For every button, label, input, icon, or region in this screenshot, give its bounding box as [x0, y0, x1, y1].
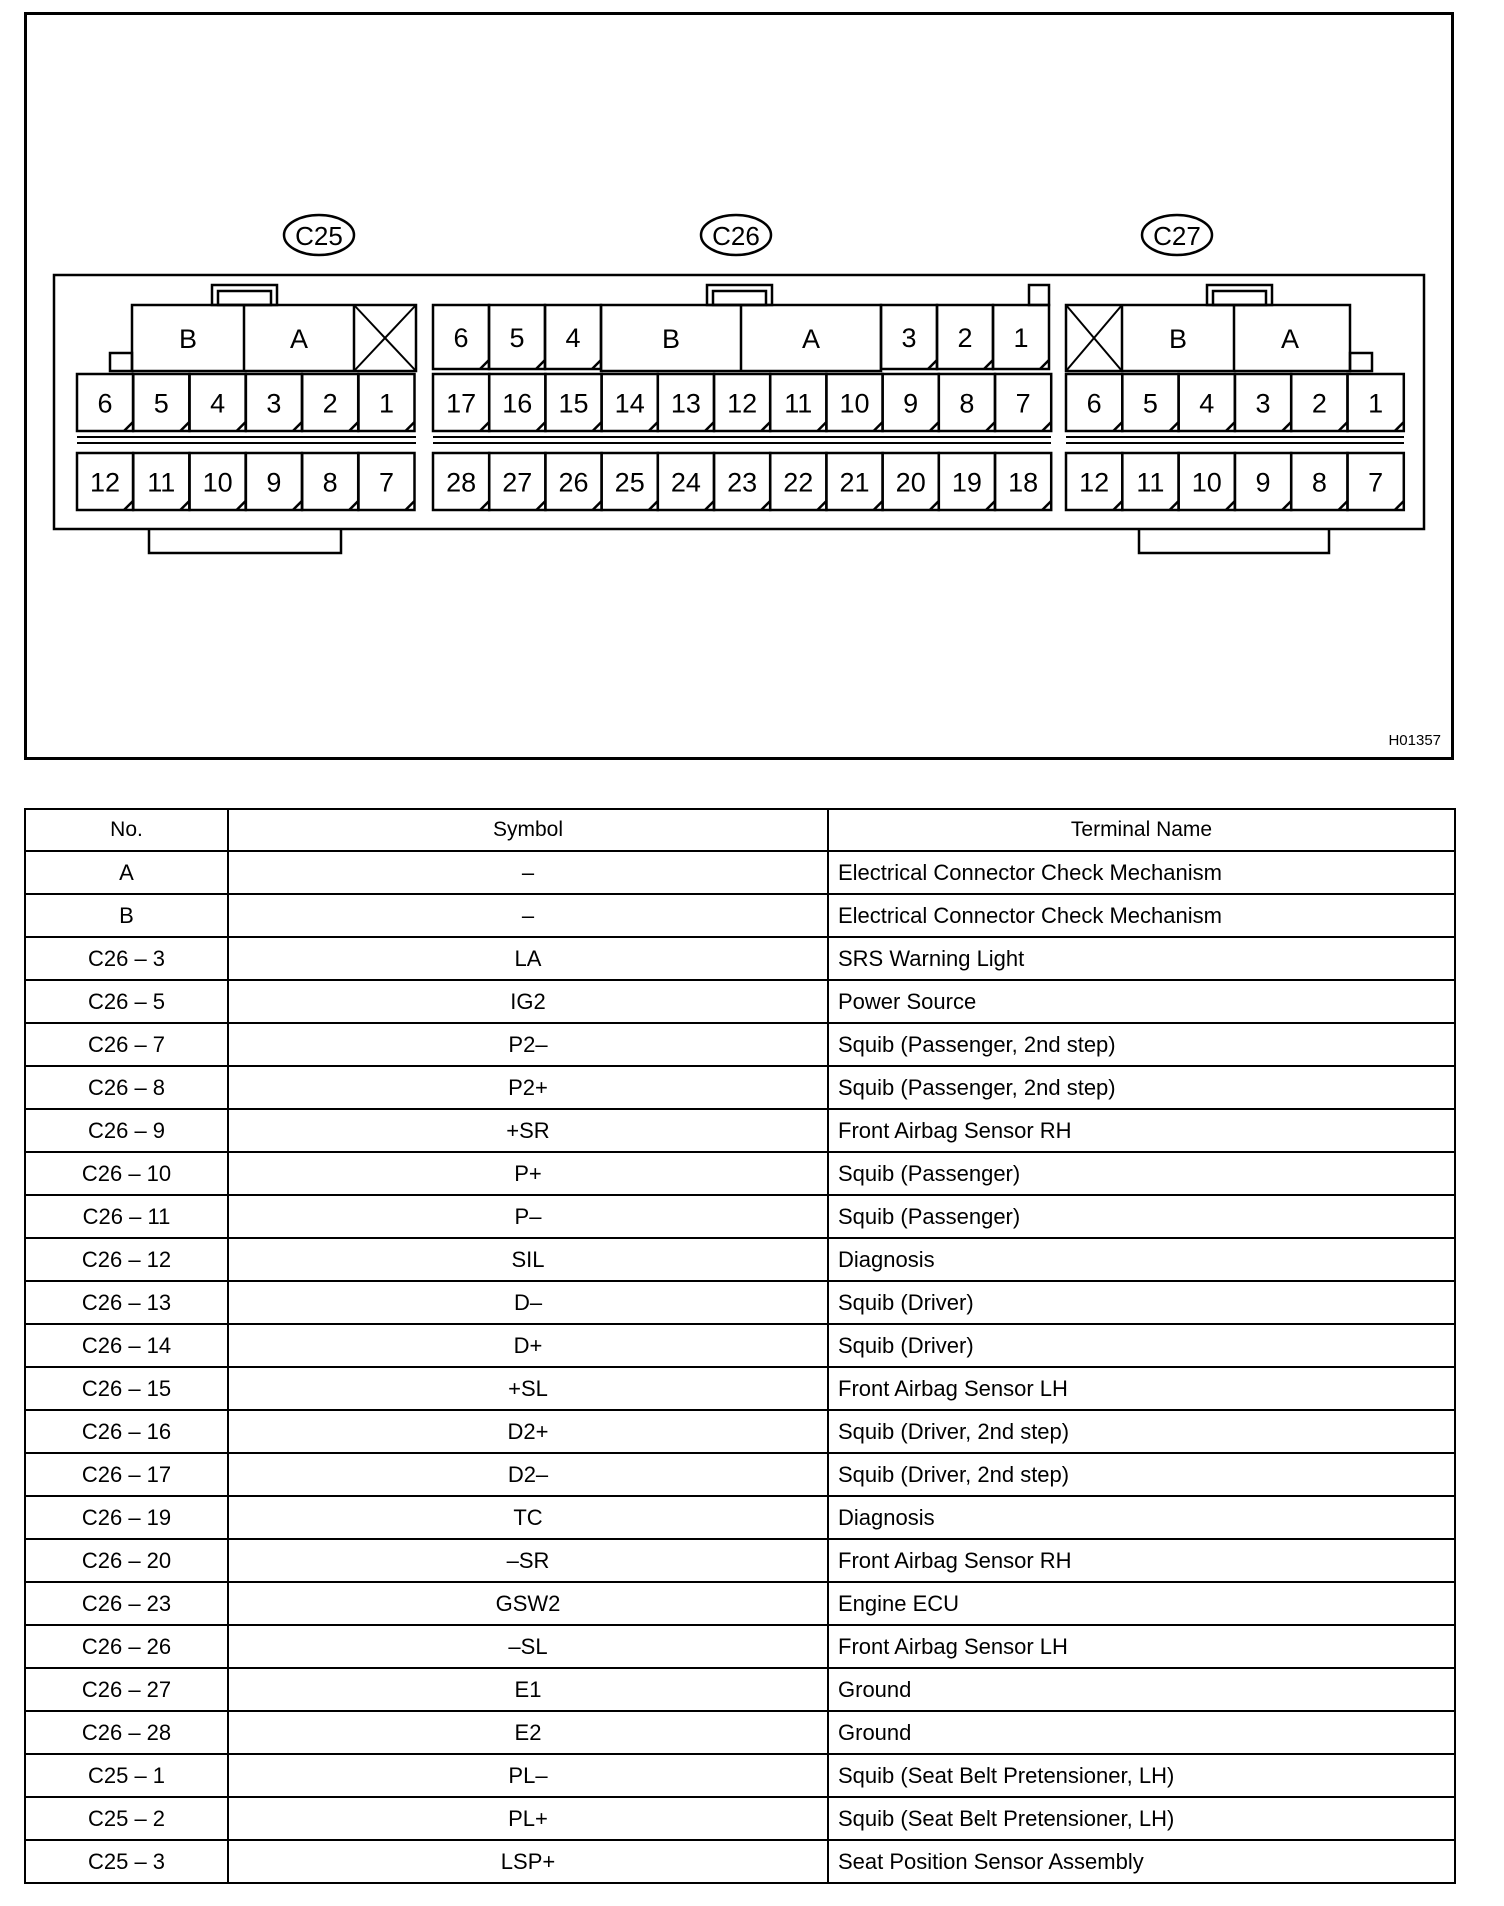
terminal-symbol: P2+ — [228, 1066, 828, 1109]
c26-pin-1-key-mark — [1040, 360, 1049, 369]
table-row — [25, 1539, 1455, 1582]
c26-pin-28-key-mark — [480, 501, 489, 510]
terminal-symbol: P– — [228, 1195, 828, 1238]
table-row — [25, 1625, 1455, 1668]
c26-pin-20-label: 20 — [895, 467, 926, 498]
c25-bottom-lug — [149, 529, 341, 553]
c26-pin-26-label: 26 — [558, 467, 589, 498]
c26-pin-10-key-mark — [874, 422, 883, 431]
table-row — [25, 937, 1455, 980]
terminal-symbol: LA — [228, 937, 828, 980]
terminal-no: C26 – 15 — [25, 1367, 228, 1410]
c25-pin-5-label: 5 — [153, 388, 169, 419]
c26-pin-6-key-mark — [480, 360, 489, 369]
c25-pin-8-key-mark — [349, 501, 358, 510]
table-row — [25, 851, 1455, 894]
c26-pin-8-key-mark — [986, 422, 995, 431]
terminal-name: Front Airbag Sensor LH — [828, 1625, 1455, 1668]
c25-pin-11-key-mark — [180, 501, 189, 510]
c27-pin-7-key-mark — [1395, 501, 1404, 510]
table-row — [25, 1453, 1455, 1496]
c27-pin-9-key-mark — [1282, 501, 1291, 510]
terminal-symbol: +SL — [228, 1367, 828, 1410]
terminal-name: Squib (Driver, 2nd step) — [828, 1453, 1455, 1496]
table-row — [25, 1410, 1455, 1453]
terminal-symbol: TC — [228, 1496, 828, 1539]
table-row — [25, 1582, 1455, 1625]
c25-check-a: A — [289, 324, 309, 354]
c27-pin-1-label: 1 — [1368, 388, 1384, 419]
terminal-symbol: D2– — [228, 1453, 828, 1496]
terminal-no: C25 – 2 — [25, 1797, 228, 1840]
c25-pin-7-key-mark — [406, 501, 415, 510]
c26-pin-2-key-mark — [984, 360, 993, 369]
terminal-no: C26 – 11 — [25, 1195, 228, 1238]
c26-lock-tab-inner — [713, 291, 766, 305]
c25-lock-tab — [212, 285, 277, 305]
terminal-name: Front Airbag Sensor RH — [828, 1109, 1455, 1152]
terminal-no: C26 – 7 — [25, 1023, 228, 1066]
figure-id: H01357 — [1388, 732, 1441, 749]
terminal-no: C26 – 14 — [25, 1324, 228, 1367]
c27-pin-11-key-mark — [1170, 501, 1179, 510]
header-terminal-name: Terminal Name — [828, 809, 1455, 851]
c26-pin-15-key-mark — [593, 422, 602, 431]
c25-pin-4-key-mark — [237, 422, 246, 431]
c26-pin-23-label: 23 — [727, 467, 758, 498]
table-row — [25, 1152, 1455, 1195]
c26-pin-21-label: 21 — [839, 467, 870, 498]
c25-pin-4-label: 4 — [210, 388, 226, 419]
c25-pin-12-key-mark — [124, 501, 133, 510]
c25-check-b: B — [178, 324, 198, 354]
terminal-no: C26 – 27 — [25, 1668, 228, 1711]
c25-pin-7-label: 7 — [378, 467, 395, 498]
terminal-name: Squib (Passenger, 2nd step) — [828, 1023, 1455, 1066]
c25-pin-6-key-mark — [124, 422, 133, 431]
table-row — [25, 1238, 1455, 1281]
c27-pin-8-label: 8 — [1311, 467, 1327, 498]
terminal-symbol: SIL — [228, 1238, 828, 1281]
c26-pin-28-label: 28 — [446, 467, 477, 498]
terminal-name: Electrical Connector Check Mechanism — [828, 851, 1455, 894]
c25-pin-1-label: 1 — [378, 388, 395, 419]
table-row — [25, 1711, 1455, 1754]
terminal-symbol: D– — [228, 1281, 828, 1324]
c27-pin-12-key-mark — [1113, 501, 1122, 510]
c25-pin-2-label: 2 — [322, 388, 338, 419]
c26-pin-17-label: 17 — [446, 388, 477, 419]
terminal-name: Engine ECU — [828, 1582, 1455, 1625]
c27-lock-tab — [1207, 285, 1272, 305]
terminal-name: Front Airbag Sensor LH — [828, 1367, 1455, 1410]
c26-check-b: B — [661, 324, 681, 354]
terminal-name: Seat Position Sensor Assembly — [828, 1840, 1455, 1883]
c26-pin-27-key-mark — [536, 501, 545, 510]
table-body — [25, 851, 1455, 1883]
table-row — [25, 1367, 1455, 1410]
c27-pin-11-label: 11 — [1136, 467, 1165, 498]
c26-pin-3-key-mark — [928, 360, 937, 369]
c26-pin-16-label: 16 — [502, 388, 533, 419]
c26-pin-3-label: 3 — [901, 323, 917, 353]
c25-pin-9-label: 9 — [266, 467, 282, 498]
c27-side-step — [1350, 353, 1372, 371]
c26-pin-11-key-mark — [817, 422, 826, 431]
c27-label: C27 — [1153, 221, 1201, 251]
c27-pin-9-label: 9 — [1255, 467, 1271, 498]
c27-pin-6-label: 6 — [1086, 388, 1102, 419]
terminal-name: Squib (Seat Belt Pretensioner, LH) — [828, 1797, 1455, 1840]
c27-pin-1-key-mark — [1395, 422, 1404, 431]
table-row — [25, 1066, 1455, 1109]
c26-pin-11-label: 11 — [784, 388, 813, 419]
header-symbol: Symbol — [228, 809, 828, 851]
c26-pin-13-label: 13 — [670, 388, 701, 419]
terminal-name: Power Source — [828, 980, 1455, 1023]
c26-pin-23-key-mark — [761, 501, 770, 510]
terminal-symbol: +SR — [228, 1109, 828, 1152]
terminal-no: C26 – 10 — [25, 1152, 228, 1195]
terminal-symbol: P+ — [228, 1152, 828, 1195]
c27-pin-10-label: 10 — [1191, 467, 1222, 498]
c26-pin-15-label: 15 — [558, 388, 589, 419]
c25-pin-11-label: 11 — [147, 467, 176, 498]
terminal-symbol: –SR — [228, 1539, 828, 1582]
terminal-name: Squib (Passenger) — [828, 1152, 1455, 1195]
terminal-name: Ground — [828, 1668, 1455, 1711]
table-row — [25, 1195, 1455, 1238]
c26-pin-18-label: 18 — [1008, 467, 1039, 498]
c27-pin-4-key-mark — [1226, 422, 1235, 431]
c26-pin-16-key-mark — [536, 422, 545, 431]
table-row — [25, 1840, 1455, 1883]
terminal-name: Diagnosis — [828, 1496, 1455, 1539]
connector-diagram — [27, 15, 1451, 757]
terminal-name: Ground — [828, 1711, 1455, 1754]
terminal-symbol: – — [228, 894, 828, 937]
terminal-name: Front Airbag Sensor RH — [828, 1539, 1455, 1582]
c27-pin-3-label: 3 — [1255, 388, 1271, 419]
c27-check-b: B — [1168, 324, 1188, 354]
terminal-no: C26 – 17 — [25, 1453, 228, 1496]
c26-lock-tab — [707, 285, 772, 305]
table-row — [25, 1324, 1455, 1367]
c26-pin-25-key-mark — [649, 501, 658, 510]
terminal-no: C26 – 8 — [25, 1066, 228, 1109]
header-no: No. — [25, 809, 228, 851]
c25-pin-3-key-mark — [293, 422, 302, 431]
c27-pin-3-key-mark — [1282, 422, 1291, 431]
c26-pin-12-label: 12 — [727, 388, 758, 419]
table-row — [25, 1023, 1455, 1066]
table-row — [25, 1754, 1455, 1797]
terminal-symbol: D+ — [228, 1324, 828, 1367]
c26-pin-14-key-mark — [649, 422, 658, 431]
terminal-no: C26 – 28 — [25, 1711, 228, 1754]
c27-pin-5-label: 5 — [1142, 388, 1158, 419]
c26-pin-5-key-mark — [536, 360, 545, 369]
c26-pin-25-label: 25 — [614, 467, 645, 498]
terminal-name: Squib (Driver) — [828, 1281, 1455, 1324]
c25-pin-12-label: 12 — [89, 467, 121, 498]
c27-pin-5-key-mark — [1170, 422, 1179, 431]
terminal-no: A — [25, 851, 228, 894]
c25-pin-3-label: 3 — [266, 388, 282, 419]
terminal-symbol: GSW2 — [228, 1582, 828, 1625]
terminal-name: Squib (Passenger) — [828, 1195, 1455, 1238]
terminal-no: C26 – 19 — [25, 1496, 228, 1539]
c26-pin-13-key-mark — [705, 422, 714, 431]
terminal-no: C26 – 5 — [25, 980, 228, 1023]
c25-pin-1-key-mark — [406, 422, 415, 431]
c27-pin-2-key-mark — [1339, 422, 1348, 431]
c25-pin-5-key-mark — [180, 422, 189, 431]
terminal-symbol: LSP+ — [228, 1840, 828, 1883]
c25-pin-9-key-mark — [293, 501, 302, 510]
c26-pin-22-label: 22 — [783, 467, 814, 498]
terminal-symbol: PL– — [228, 1754, 828, 1797]
c26-pin-4-label: 4 — [565, 323, 581, 353]
c26-pin-21-key-mark — [874, 501, 883, 510]
c26-pin-6-label: 6 — [453, 323, 469, 353]
terminal-name: Electrical Connector Check Mechanism — [828, 894, 1455, 937]
terminal-symbol: – — [228, 851, 828, 894]
c25-pin-10-label: 10 — [202, 467, 233, 498]
c27-top-block — [1066, 305, 1350, 371]
terminal-table — [24, 808, 1456, 1884]
terminal-name: Diagnosis — [828, 1238, 1455, 1281]
terminal-no: C26 – 3 — [25, 937, 228, 980]
c27-check-a: A — [1280, 324, 1300, 354]
terminal-no: C25 – 3 — [25, 1840, 228, 1883]
table-row — [25, 1668, 1455, 1711]
c26-pin-22-key-mark — [817, 501, 826, 510]
terminal-no: B — [25, 894, 228, 937]
table-row — [25, 1109, 1455, 1152]
c26-pin-7-key-mark — [1042, 422, 1051, 431]
c27-bottom-lug — [1139, 529, 1329, 553]
c27-pin-2-label: 2 — [1311, 388, 1327, 419]
c26-pin-8-label: 8 — [959, 388, 975, 419]
c27-pin-10-key-mark — [1226, 501, 1235, 510]
c26-pin-17-key-mark — [480, 422, 489, 431]
c26-pin-19-key-mark — [986, 501, 995, 510]
c26-corner-tab — [1029, 285, 1049, 305]
terminal-no: C26 – 12 — [25, 1238, 228, 1281]
c26-pin-20-key-mark — [930, 501, 939, 510]
terminal-name: Squib (Driver, 2nd step) — [828, 1410, 1455, 1453]
c25-pin-2-key-mark — [349, 422, 358, 431]
c25-pin-6-label: 6 — [97, 388, 113, 419]
terminal-symbol: PL+ — [228, 1797, 828, 1840]
terminal-no: C26 – 20 — [25, 1539, 228, 1582]
connector-diagram-frame — [24, 12, 1454, 760]
terminal-symbol: IG2 — [228, 980, 828, 1023]
c26-pin-12-key-mark — [761, 422, 770, 431]
c25-label: C25 — [295, 221, 343, 251]
terminal-name: Squib (Seat Belt Pretensioner, LH) — [828, 1754, 1455, 1797]
c26-pin-10-label: 10 — [839, 388, 870, 419]
c25-side-step — [110, 353, 132, 371]
terminal-symbol: –SL — [228, 1625, 828, 1668]
table-row — [25, 894, 1455, 937]
c26-pin-9-label: 9 — [903, 388, 919, 419]
c25-pin-10-key-mark — [237, 501, 246, 510]
terminal-no: C26 – 13 — [25, 1281, 228, 1324]
terminal-no: C26 – 9 — [25, 1109, 228, 1152]
c26-pin-24-key-mark — [705, 501, 714, 510]
c25-pin-8-label: 8 — [322, 467, 338, 498]
c27-pin-7-label: 7 — [1368, 467, 1384, 498]
c26-pin-1-label: 1 — [1013, 323, 1029, 353]
table-header-row — [25, 809, 1455, 851]
terminal-no: C25 – 1 — [25, 1754, 228, 1797]
c26-pin-19-label: 19 — [951, 467, 982, 498]
c26-pin-5-label: 5 — [509, 323, 525, 353]
c27-pin-4-label: 4 — [1199, 388, 1215, 419]
c27-pin-12-label: 12 — [1079, 467, 1110, 498]
c25-top-block — [132, 305, 416, 371]
c26-pin-9-key-mark — [930, 422, 939, 431]
c26-check-a: A — [801, 324, 821, 354]
terminal-name: SRS Warning Light — [828, 937, 1455, 980]
c26-pin-2-label: 2 — [957, 323, 973, 353]
terminal-name: Squib (Driver) — [828, 1324, 1455, 1367]
terminal-symbol: P2– — [228, 1023, 828, 1066]
terminal-name: Squib (Passenger, 2nd step) — [828, 1066, 1455, 1109]
c27-pin-8-key-mark — [1339, 501, 1348, 510]
c25-lock-tab-inner — [218, 291, 271, 305]
terminal-symbol: E2 — [228, 1711, 828, 1754]
c26-pin-14-label: 14 — [614, 388, 645, 419]
terminal-no: C26 – 26 — [25, 1625, 228, 1668]
c26-pin-26-key-mark — [593, 501, 602, 510]
c26-pin-27-label: 27 — [502, 467, 533, 498]
c26-pin-7-label: 7 — [1015, 388, 1031, 419]
c26-pin-24-label: 24 — [670, 467, 701, 498]
terminal-no: C26 – 23 — [25, 1582, 228, 1625]
c27-pin-6-key-mark — [1113, 422, 1122, 431]
terminal-symbol: E1 — [228, 1668, 828, 1711]
table-row — [25, 1797, 1455, 1840]
c27-lock-tab-inner — [1213, 291, 1266, 305]
terminal-symbol: D2+ — [228, 1410, 828, 1453]
c26-label: C26 — [712, 221, 760, 251]
table-row — [25, 980, 1455, 1023]
c26-pin-18-key-mark — [1042, 501, 1051, 510]
terminal-no: C26 – 16 — [25, 1410, 228, 1453]
c26-pin-4-key-mark — [592, 360, 601, 369]
table-row — [25, 1281, 1455, 1324]
table-row — [25, 1496, 1455, 1539]
